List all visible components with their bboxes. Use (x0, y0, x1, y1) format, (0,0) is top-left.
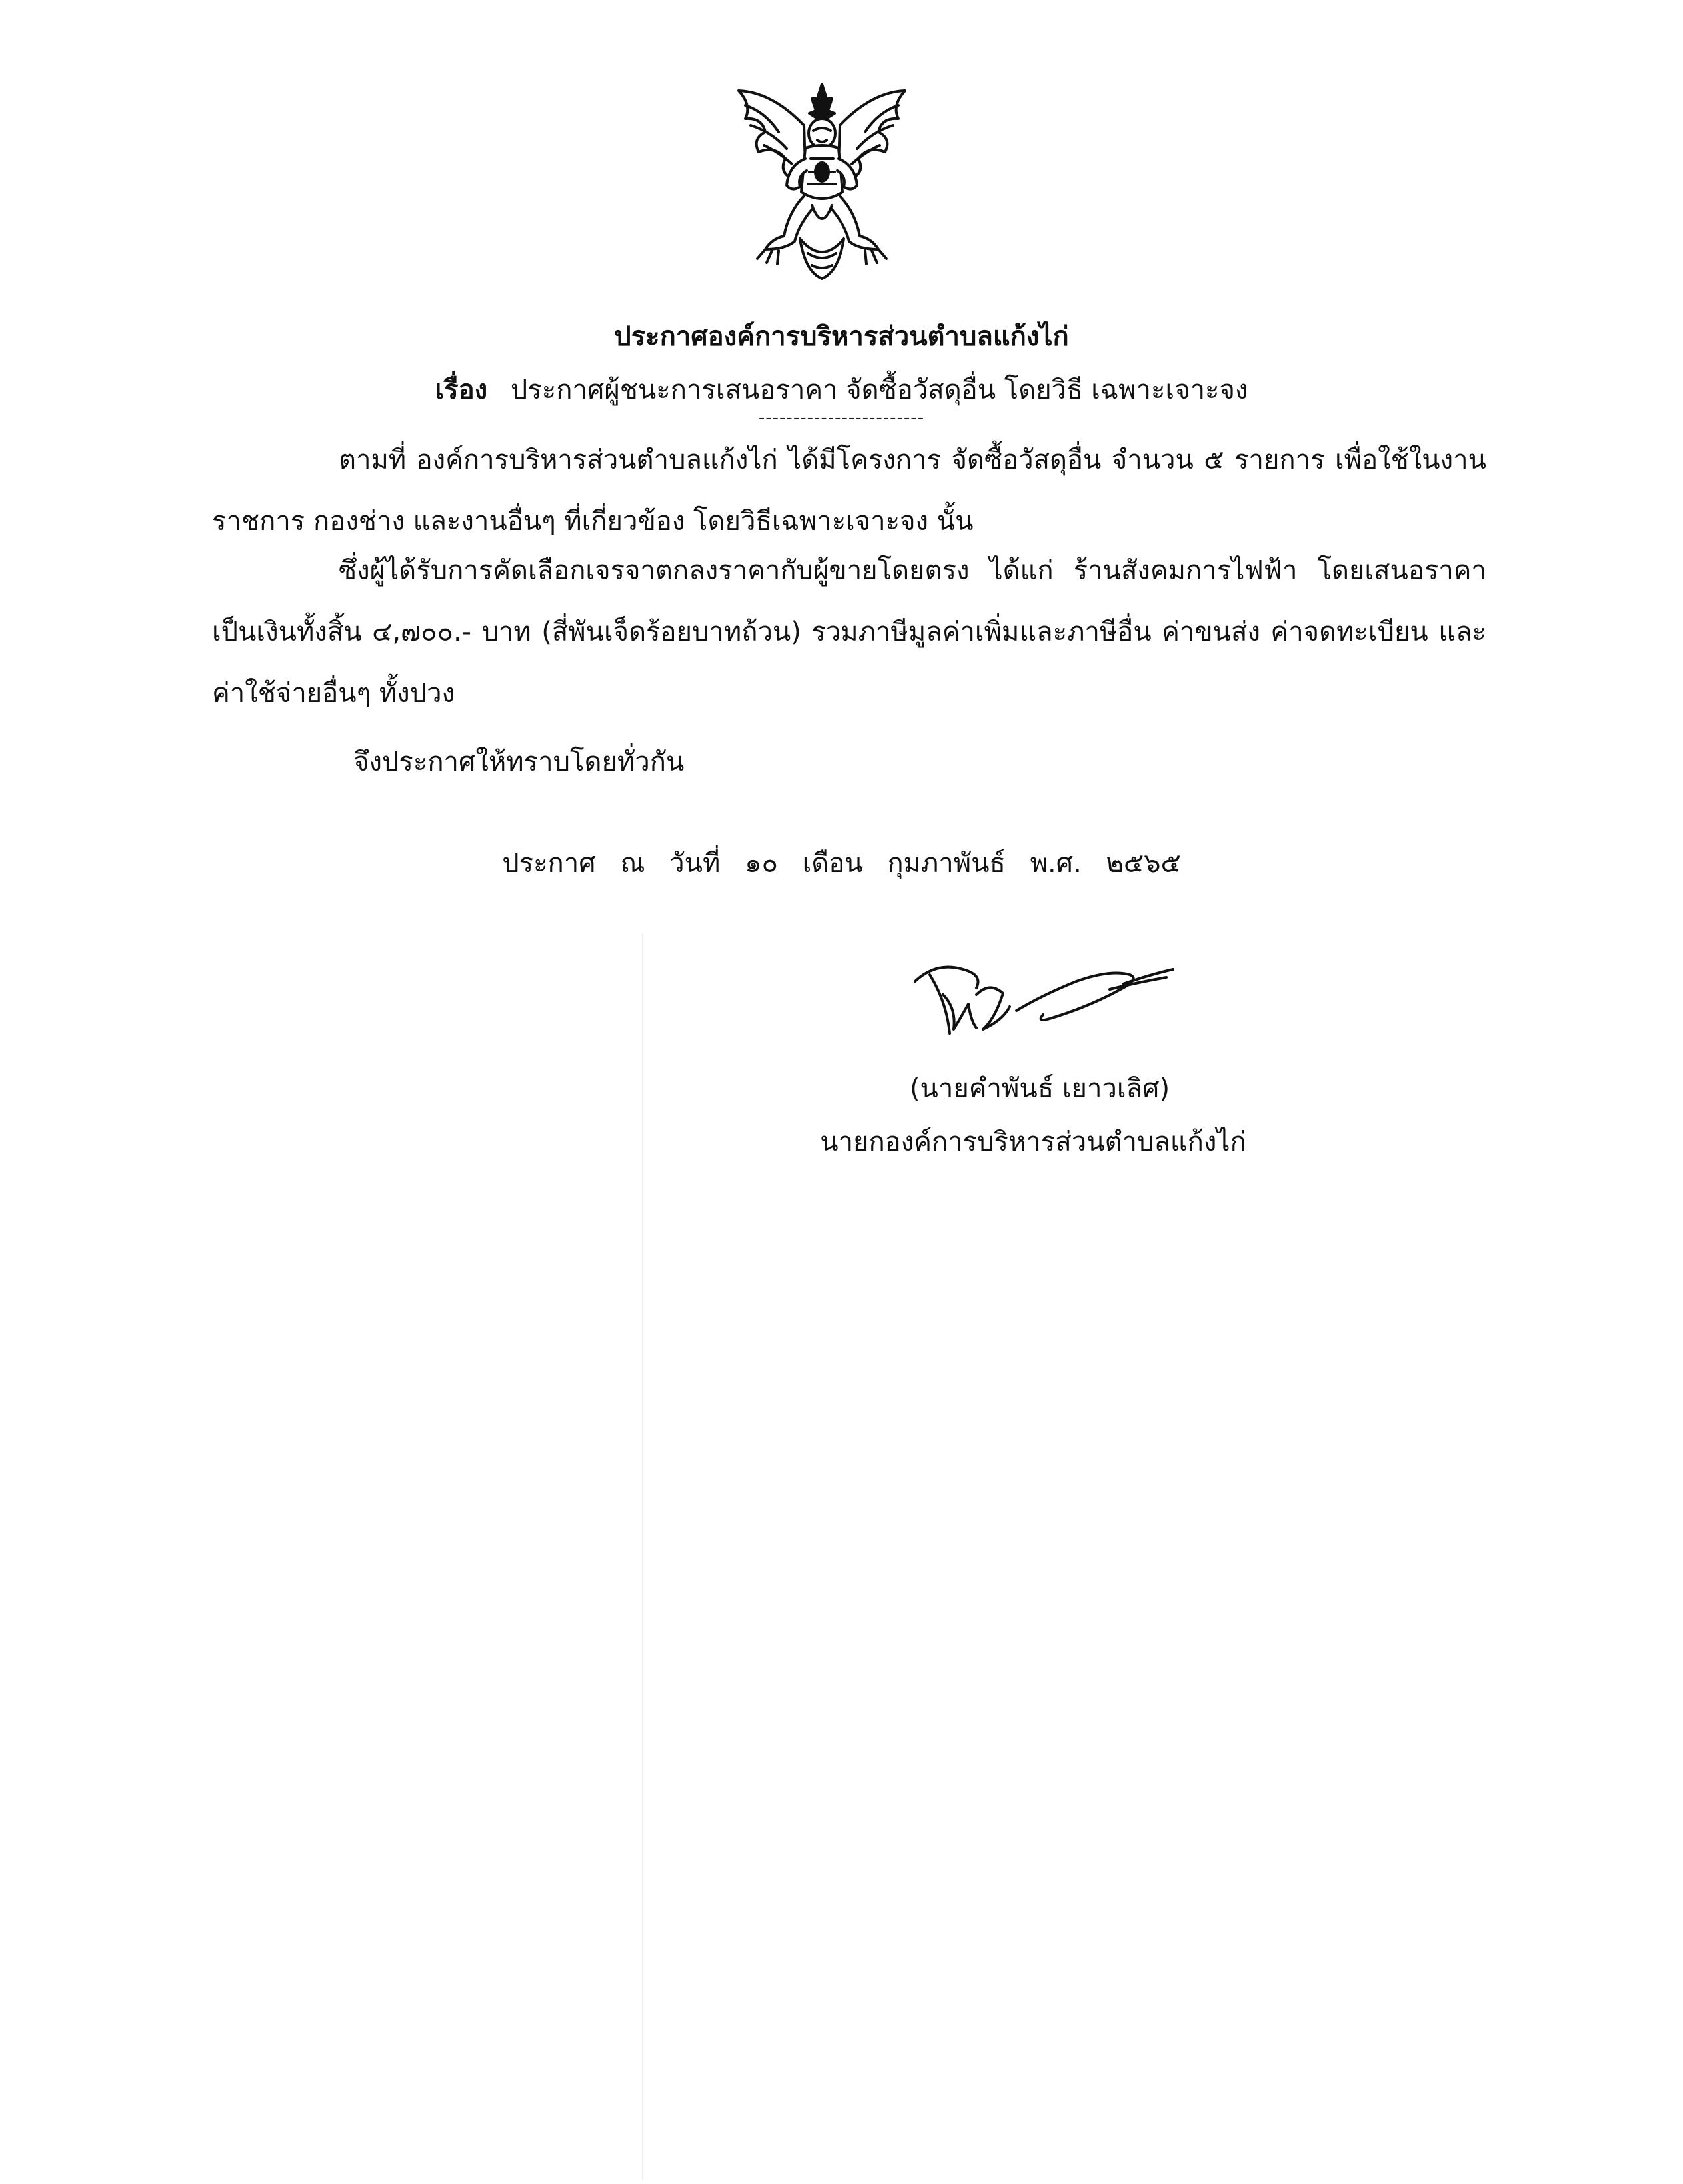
signatory-name: (นายคำพันธ์ เยาวเลิศ) (909, 1073, 1170, 1104)
date-day-label: วันที่ (669, 848, 721, 879)
subject-line (0, 368, 1683, 411)
subject-text: ประกาศผู้ชนะการเสนอราคา จัดซื้อวัสดุอื่น โดยวิธี เฉพาะเจาะจง (510, 375, 1248, 405)
announcement-title: ประกาศองค์การบริหารส่วนตำบลแก้งไก่ (614, 321, 1069, 352)
date-day: ๑๐ (745, 848, 778, 879)
date-year: ๒๕๖๕ (1106, 848, 1181, 879)
signature-icon (910, 955, 1176, 1038)
date-at: ณ (620, 848, 645, 879)
paragraph-winner: ซึ่งผู้ได้รับการคัดเลือกเจรจาตกลงราคากับผู้ขายโดยตรง ได้แก่ ร้านสังคมการไฟฟ้า โดยเสนอราคา เป็นเงินทั้งสิ้น ๔,๗๐๐.- บาท (สี่พันเจ็ดร้อยบาทถ้วน) รวมภาษีมูลค่าเพิ่มและภาษีอื่น ค่าขนส่ง ค่าจดทะเบียน และค่าใช้จ่ายอื่นๆ ทั้งปวง (212, 555, 1486, 709)
date-month-label: เดือน (802, 848, 863, 879)
divider: ------------------------ (758, 408, 925, 428)
paragraph-project: ตามที่ องค์การบริหารส่วนตำบลแก้งไก่ ได้มีโครงการ จัดซื้อวัสดุอื่น จำนวน ๕ รายการ เพื่อใช้ในงานราชการ กองช่าง และงานอื่นๆ ที่เกี่ยวข้อง โดยวิธีเฉพาะเจาะจง นั้น (212, 445, 1486, 537)
signatory-position: นายกองค์การบริหารส่วนตำบลแก้งไก่ (820, 1127, 1246, 1157)
subject-label: เรื่อง (435, 375, 488, 405)
date-announce: ประกาศ (502, 848, 596, 879)
announcement-date (0, 841, 1683, 884)
garuda-emblem-icon (725, 79, 918, 285)
date-month: กุมภาพันธ์ (887, 848, 1006, 879)
scan-artifact (642, 933, 643, 2180)
paragraph-closing: จึงประกาศให้ทราบโดยทั่วกัน (353, 747, 685, 777)
date-year-label: พ.ศ. (1030, 848, 1082, 879)
